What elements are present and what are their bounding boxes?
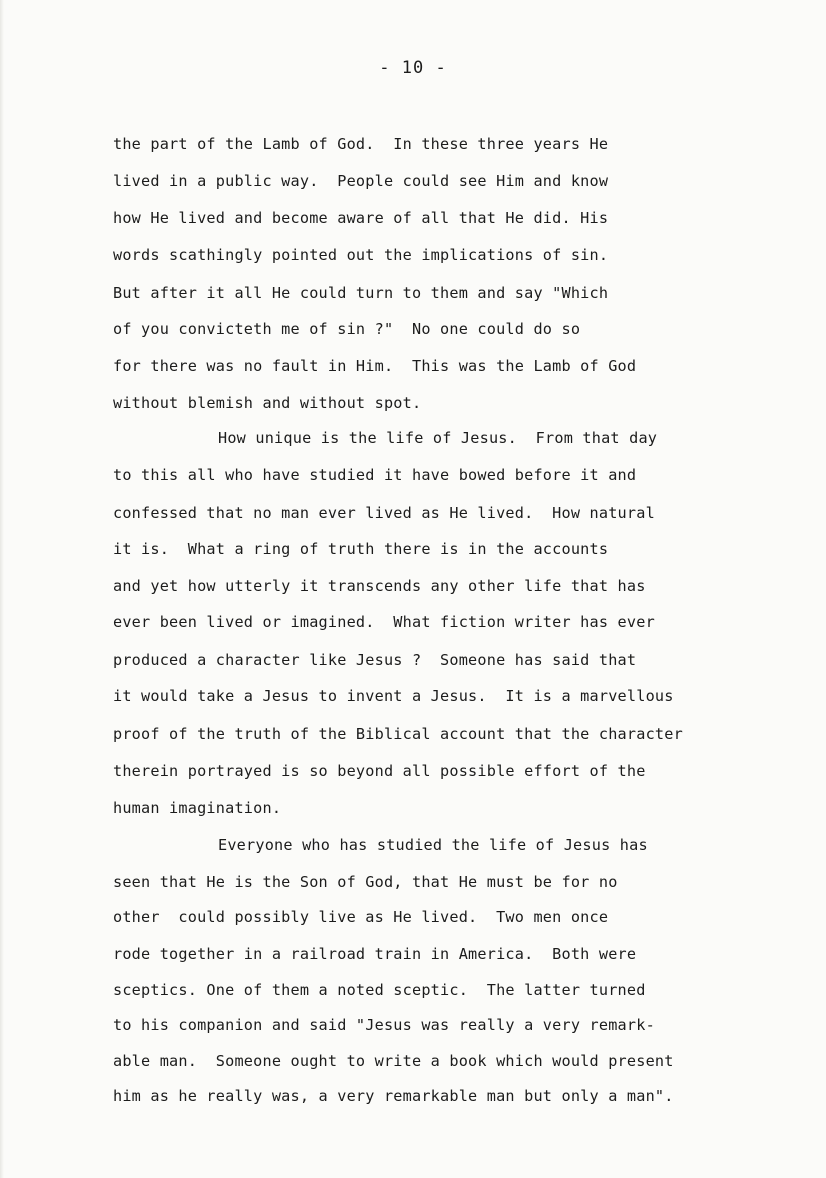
text-line: words scathingly pointed out the implications of sin.: [113, 246, 609, 264]
text-line: Everyone who has studied the life of Jesus has: [218, 836, 648, 854]
scan-edge: [0, 0, 4, 1178]
text-line: to his companion and said "Jesus was really a very remark-: [113, 1016, 655, 1034]
text-line: How unique is the life of Jesus. From that day: [218, 429, 658, 447]
text-line: seen that He is the Son of God, that He must be for no: [113, 873, 618, 891]
text-line: how He lived and become aware of all that He did. His: [113, 209, 609, 227]
text-line: confessed that no man ever lived as He lived. How natural: [113, 504, 655, 522]
text-line: human imagination.: [113, 799, 282, 817]
text-line: and yet how utterly it transcends any other life that has: [113, 577, 646, 595]
text-line: it is. What a ring of truth there is in the accounts: [113, 540, 609, 558]
text-line: without blemish and without spot.: [113, 394, 422, 412]
text-line: able man. Someone ought to write a book which would present: [113, 1052, 674, 1070]
text-line: it would take a Jesus to invent a Jesus. It is a marvellous: [113, 687, 674, 705]
text-line: lived in a public way. People could see Him and know: [113, 172, 609, 190]
text-line: therein portrayed is so beyond all possible effort of the: [113, 762, 646, 780]
text-line: the part of the Lamb of God. In these three years He: [113, 135, 609, 153]
page-number: - 10 -: [379, 58, 447, 78]
text-line: for there was no fault in Him. This was the Lamb of God: [113, 357, 637, 375]
text-line: But after it all He could turn to them and say "Which: [113, 284, 609, 302]
text-line: proof of the truth of the Biblical account that the character: [113, 725, 683, 743]
text-line: of you convicteth me of sin ?" No one could do so: [113, 320, 581, 338]
text-line: ever been lived or imagined. What fiction writer has ever: [113, 613, 655, 631]
text-line: to this all who have studied it have bowed before it and: [113, 466, 637, 484]
text-line: produced a character like Jesus ? Someone has said that: [113, 651, 637, 669]
text-line: other could possibly live as He lived. Two men once: [113, 908, 609, 926]
text-line: sceptics. One of them a noted sceptic. The latter turned: [113, 981, 646, 999]
text-line: rode together in a railroad train in America. Both were: [113, 945, 637, 963]
text-line: him as he really was, a very remarkable man but only a man".: [113, 1087, 674, 1105]
